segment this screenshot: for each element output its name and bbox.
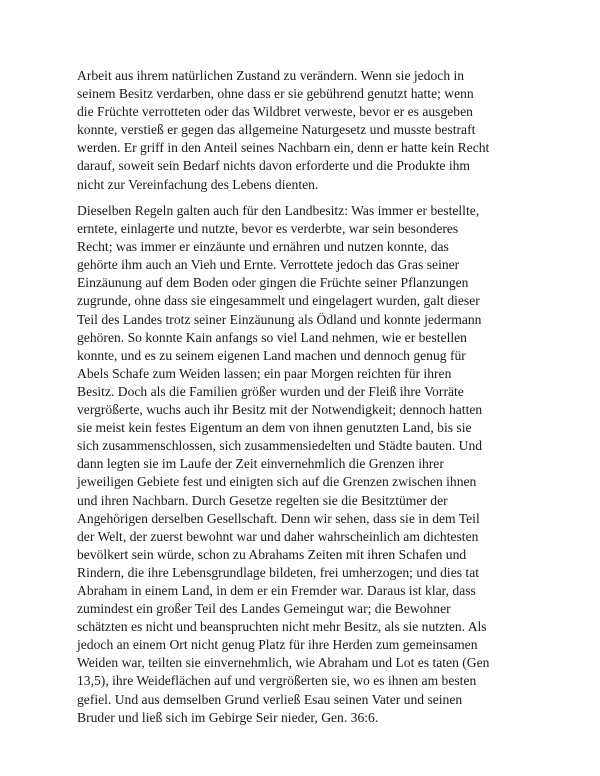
text-line: seinem Besitz verdarben, ohne dass er sie gebührend genutzt hatte; wenn: [77, 86, 474, 102]
text-line: jeweiligen Gebiete fest und einigten sich auf die Grenzen zwischen ihnen: [77, 474, 477, 490]
text-line: gehörte ihm auch an Vieh und Ernte. Verrottete jedoch das Gras seiner: [77, 257, 460, 273]
text-line: und ihren Nachbarn. Durch Gesetze regelten sie die Besitztümer der: [77, 492, 448, 508]
text-line: nicht zur Vereinfachung des Lebens dienten.: [77, 176, 319, 192]
text-line: Bruder und ließ sich im Gebirge Seir nieder, Gen. 36:6.: [77, 709, 379, 725]
text-line: Abels Schafe zum Weiden lassen; ein paar Morgen reichten für ihren: [77, 365, 452, 381]
text-line: die Früchte verrotteten oder das Wildbret verweste, bevor er es ausgeben: [77, 104, 473, 120]
text-line: Recht; was immer er einzäunte und ernähren und nutzen konnte, das: [77, 239, 449, 255]
text-line: gehören. So konnte Kain anfangs so viel Land nehmen, wie er bestellen: [77, 329, 467, 345]
text-line: sich zusammenschlossen, sich zusammensiedelten und Städte bauten. Und: [77, 438, 483, 454]
text-line: werden. Er griff in den Anteil seines Nachbarn ein, denn er hatte kein Recht: [77, 140, 490, 156]
text-line: gefiel. Und aus demselben Grund verließ Esau seinen Vater und seinen: [77, 691, 463, 707]
text-line: erntete, einlagerte und nutzte, bevor es verderbte, war sein besonderes: [77, 221, 459, 237]
text-line: Rindern, die ihre Lebensgrundlage bildeten, frei umherzogen; und dies tat: [77, 564, 480, 580]
text-line: Besitz. Doch als die Familien größer wurden und der Fleiß ihre Vorräte: [77, 383, 464, 399]
text-line: Arbeit aus ihrem natürlichen Zustand zu verändern. Wenn sie jedoch in: [77, 68, 465, 83]
text-line: Einzäunung auf dem Boden oder gingen die Früchte seiner Pflanzungen: [77, 275, 469, 291]
text-line: vergrößerte, wuchs auch ihr Besitz mit der Notwendigkeit; dennoch hatten: [77, 402, 483, 418]
text-line: Abraham in einem Land, in dem er ein Fremder war. Daraus ist klar, dass: [77, 582, 476, 598]
text-line: zumindest ein großer Teil des Landes Gemeingut war; die Bewohner: [77, 601, 451, 617]
text-line: Angehörigen derselben Gesellschaft. Denn wir sehen, dass sie in dem Teil: [77, 510, 480, 526]
text-line: Dieselben Regeln galten auch für den Landbesitz: Was immer er bestellte,: [77, 203, 480, 218]
paragraph-1: [77, 67, 535, 194]
text-line: dann legten sie im Laufe der Zeit einvernehmlich die Grenzen ihrer: [77, 456, 444, 472]
text-line: konnte, verstieß er gegen das allgemeine Naturgesetz und musste bestraft: [77, 122, 476, 138]
text-line: darauf, soweit sein Bedarf nichts davon erforderte und die Produkte ihm: [77, 158, 470, 174]
paragraph-2: [77, 202, 535, 727]
text-line: konnte, und es zu seinem eigenen Land machen und dennoch genug für: [77, 347, 466, 363]
text-line: jedoch an einem Ort nicht genug Platz für ihre Herden zum gemeinsamen: [77, 637, 478, 653]
text-line: sie meist kein festes Eigentum an dem von ihnen genutzten Land, bis sie: [77, 420, 472, 436]
text-line: zugrunde, ohne dass sie eingesammelt und eingelagert wurden, galt dieser: [77, 293, 480, 309]
text-line: Teil des Landes trotz seiner Einzäunung als Ödland und konnte jedermann: [77, 311, 482, 327]
text-line: Weiden war, teilten sie einvernehmlich, wie Abraham und Lot es taten (Gen: [77, 655, 490, 671]
text-line: 13,5), ihre Weideflächen auf und vergrößerten sie, wo es ihnen am besten: [77, 673, 477, 689]
text-line: schätzten es nicht und beanspruchten nicht mehr Besitz, als sie nutzten. Als: [77, 619, 487, 635]
text-line: bevölkert sein würde, schon zu Abrahams Zeiten mit ihren Schafen und: [77, 546, 467, 562]
text-line: der Welt, der zuerst bewohnt war und daher wahrscheinlich am dichtesten: [77, 528, 479, 544]
